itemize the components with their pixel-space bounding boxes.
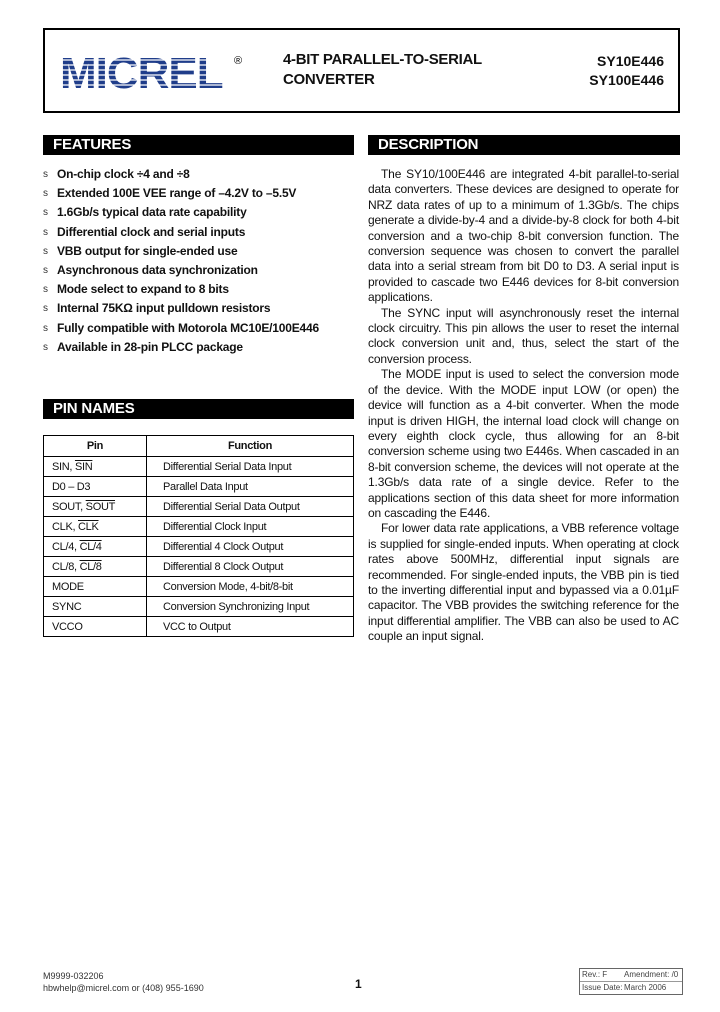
feature-text: VBB output for single-ended use — [57, 243, 238, 258]
feature-text: Extended 100E VEE range of –4.2V to –5.5V — [57, 186, 297, 201]
pin-name-inverted: SOUT — [85, 500, 116, 513]
pin-name-inverted: $\overline{CLK}$ — [78, 520, 99, 533]
pin-name: VCCO — [52, 620, 83, 633]
pin-cell — [44, 617, 147, 637]
pin-name: CL/4, — [52, 540, 80, 553]
doc-number: M9999-032206 — [43, 971, 104, 981]
pin-cell — [44, 517, 147, 537]
table-row — [44, 617, 354, 637]
function-cell: Differential 8 Clock Output — [147, 557, 354, 577]
pin-cell — [44, 577, 147, 597]
title-line-2: CONVERTER — [283, 71, 375, 88]
feature-item — [43, 165, 353, 184]
rev-label: Rev.: F — [582, 970, 608, 979]
feature-text: Differential clock and serial inputs — [57, 224, 246, 239]
feature-item — [43, 280, 353, 299]
pin-name-inverted: $\overline{SIN}$ — [74, 460, 93, 473]
feature-item — [43, 203, 353, 222]
description-paragraph: The SYNC input will asynchronously reset the internal clock circuitry. This pin allows the user to reset the internal clock conversion unit and, thus, select the start of the conversion process. — [368, 305, 679, 366]
table-header-row — [44, 436, 354, 457]
issue-date: March 2006 — [624, 983, 667, 992]
title-line-1: 4-BIT PARALLEL-TO-SERIAL — [283, 51, 482, 68]
feature-item — [43, 261, 353, 280]
feature-item — [43, 299, 353, 318]
pin-name: CLK, — [52, 520, 79, 533]
pin-name: SIN, — [52, 460, 75, 473]
pin-cell — [44, 597, 147, 617]
feature-item — [43, 319, 353, 338]
bullet-icon: s — [43, 226, 48, 238]
pin-name: CL/8, — [52, 560, 80, 573]
svg-text:®: ® — [234, 55, 243, 67]
pin-cell — [44, 477, 147, 497]
revision-box — [579, 968, 683, 995]
pin-cell — [44, 537, 147, 557]
feature-item — [43, 242, 353, 261]
table-row — [44, 597, 354, 617]
pin-name: MODE — [52, 580, 84, 593]
feature-text: Available in 28-pin PLCC package — [57, 339, 243, 354]
header-box — [43, 28, 680, 113]
function-cell: Differential Serial Data Output — [147, 497, 354, 517]
function-cell: Conversion Synchronizing Input — [147, 597, 354, 617]
issue-label: Issue Date: — [582, 983, 623, 992]
features-list — [43, 165, 353, 357]
pin-names-table — [43, 435, 354, 637]
bullet-icon: s — [43, 245, 48, 257]
feature-item — [43, 338, 353, 357]
description-paragraph: For lower data rate applications, a VBB reference voltage is supplied for single-ended inputs. When operating at clock rates above 500MHz, differential input signals are recommended. For single-ended inputs, the VBB pin is tied to the inverting differential input and bypassed via a 0.01µF capacitor. The VBB provides the switching reference for the input differential amplifier. The VBB can also be used to AC couple an input signal. — [368, 521, 679, 644]
bullet-icon: s — [43, 322, 48, 334]
page-number: 1 — [355, 977, 362, 991]
contact-info: hbwhelp@micrel.com or (408) 955-1690 — [43, 983, 204, 993]
logo-text: MICREL — [60, 50, 223, 96]
pin-name: SYNC — [52, 600, 82, 613]
part-number-2: SY100E446 — [589, 72, 664, 88]
pin-name: D0 – D3 — [52, 480, 91, 493]
bullet-icon: s — [43, 284, 48, 296]
function-cell: Conversion Mode, 4-bit/8-bit — [147, 577, 354, 597]
pin-name-inverted: CL/4 — [79, 540, 102, 553]
bullet-icon: s — [43, 341, 48, 353]
pin-cell — [44, 457, 147, 477]
table-row — [44, 537, 354, 557]
description-body — [368, 167, 679, 645]
table-row — [44, 477, 354, 497]
function-cell: Differential Clock Input — [147, 517, 354, 537]
description-heading: DESCRIPTION — [368, 135, 680, 155]
function-cell: VCC to Output — [147, 617, 354, 637]
features-heading: FEATURES — [43, 135, 354, 155]
col-pin-header: Pin — [44, 436, 147, 457]
pin-names-heading: PIN NAMES — [43, 399, 354, 419]
description-paragraph: The SY10/100E446 are integrated 4-bit parallel-to-serial data converters. These devices are designed to operate for NRZ data rates of up to a minimum of 1.3Gb/s. The chips generate a divide-by-4 and a divide-by-8 clock for both 4-bit conversion and a two-chip 8-bit conversion function. The conversion sequence was chosen to convert the parallel data into a serial stream from bit D0 to D3. A serial input is provided to cascade two E446 devices for 8-bit conversion applications. — [368, 167, 679, 305]
bullet-icon: s — [43, 207, 48, 219]
feature-text: Fully compatible with Motorola MC10E/100E446 — [57, 320, 319, 335]
table-row — [44, 517, 354, 537]
function-cell: Differential Serial Data Input — [147, 457, 354, 477]
page-title — [283, 50, 482, 90]
feature-text: Mode select to expand to 8 bits — [57, 282, 229, 297]
function-cell: Parallel Data Input — [147, 477, 354, 497]
table-row — [44, 577, 354, 597]
table-row — [44, 557, 354, 577]
pin-name-inverted: CL/8 — [79, 560, 102, 573]
part-numbers — [589, 52, 664, 90]
col-function-header: Function — [147, 436, 354, 457]
bullet-icon: s — [43, 264, 48, 276]
feature-text: Internal 75KΩ input pulldown resistors — [57, 301, 271, 316]
pin-cell — [44, 497, 147, 517]
pin-name: SOUT, — [52, 500, 86, 513]
bullet-icon: s — [43, 303, 48, 315]
table-row — [44, 457, 354, 477]
description-paragraph: The MODE input is used to select the conversion mode of the device. With the MODE input LOW (or open) the device will function as a 4-bit converter. When the mode input is driven HIGH, the internal load clock will change on every eighth clock cycle, thus allowing for an 8-bit conversion scheme using two E446s. When cascaded in an 8-bit conversion scheme, the devices will not operate at the 1.3Gb/s data rate of a single device. Refer to the applications section of this data sheet for more information on cascading the E446. — [368, 367, 679, 520]
bullet-icon: s — [43, 188, 48, 200]
feature-text: Asynchronous data synchronization — [57, 262, 258, 277]
feature-text: On-chip clock ÷4 and ÷8 — [57, 167, 190, 181]
table-row — [44, 497, 354, 517]
feature-item — [43, 223, 353, 242]
feature-item — [43, 184, 353, 203]
feature-text: 1.6Gb/s typical data rate capability — [57, 205, 247, 220]
footer-left — [43, 970, 204, 994]
part-number-1: SY10E446 — [597, 53, 664, 69]
amend-label: Amendment: /0 — [624, 970, 679, 979]
pin-cell — [44, 557, 147, 577]
micrel-logo — [58, 50, 248, 96]
function-cell: Differential 4 Clock Output — [147, 537, 354, 557]
bullet-icon: s — [43, 169, 48, 180]
